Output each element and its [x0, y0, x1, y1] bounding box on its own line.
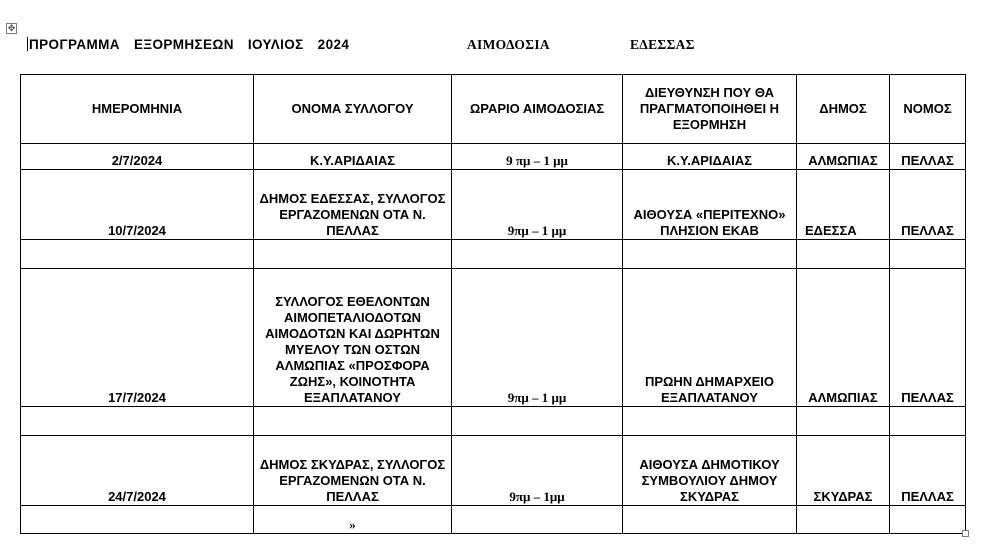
blank-row [21, 407, 966, 436]
municipality-cell: ΑΛΜΩΠΙΑΣ [797, 269, 890, 407]
address-cell: ΠΡΩΗΝ ΔΗΜΑΡΧΕΙΟ ΕΞΑΠΛΑΤΑΝΟΥ [623, 269, 797, 407]
date-cell: 2/7/2024 [21, 144, 254, 170]
document-title: ΠΡΟΓΡΑΜΜΑ ΕΞΟΡΜΗΣΕΩΝ ΙΟΥΛΙΟΣ 2024 [29, 37, 350, 52]
hours-cell: 9πμ – 1 μμ [452, 269, 623, 407]
address-cell: ΑΙΘΟΥΣΑ ΔΗΜΟΤΙΚΟΥ ΣΥΜΒΟΥΛΙΟΥ ΔΗΜΟΥ ΣΚΥΔΡΑΣ [623, 436, 797, 506]
table-row [21, 269, 966, 407]
association-cell: ΣΥΛΛΟΓΟΣ ΕΘΕΛΟΝΤΩΝ ΑΙΜΟΠΕΤΑΛΙΟΔΟΤΩΝ ΑΙΜΟΔΟΤΩΝ ΚΑΙ ΔΩΡΗΤΩΝ ΜΥΕΛΟΥ ΤΩΝ ΟΣΤΩΝ ΑΛΜΩΠΙΑΣ «ΠΡΟΣΦΟΡΑ ΖΩΗΣ», ΚΟΙΝΟΤΗΤΑ ΕΞΑΠΛΑΤΑΝΟΥ [254, 269, 452, 407]
table-row [21, 170, 966, 240]
header-row [21, 75, 966, 144]
city-label: ΕΔΕΣΣΑΣ [630, 37, 695, 52]
association-cell: Κ.Υ.ΑΡΙΔΑΙΑΣ [254, 144, 452, 170]
table-resize-handle[interactable] [962, 530, 969, 537]
hours-cell: 9 πμ – 1 μμ [452, 144, 623, 170]
column-header-prefecture: ΝΟΜΟΣ [890, 75, 966, 144]
column-header-date: ΗΜΕΡΟΜΗΝΙΑ [21, 75, 254, 144]
hours-cell: 9πμ – 1μμ [452, 436, 623, 506]
date-cell: 10/7/2024 [21, 170, 254, 240]
prefecture-cell: ΠΕΛΛΑΣ [890, 144, 966, 170]
schedule-table [20, 74, 966, 534]
date-cell: 24/7/2024 [21, 436, 254, 506]
hours-cell: 9πμ – 1 μμ [452, 170, 623, 240]
table-row [21, 144, 966, 170]
address-cell: Κ.Υ.ΑΡΙΔΑΙΑΣ [623, 144, 797, 170]
municipality-cell: ΣΚΥΔΡΑΣ [797, 436, 890, 506]
column-header-municipality: ΔΗΜΟΣ [797, 75, 890, 144]
association-cell: ΔΗΜΟΣ ΣΚΥΔΡΑΣ, ΣΥΛΛΟΓΟΣ ΕΡΓΑΖΟΜΕΝΩΝ ΟΤΑ Ν. ΠΕΛΛΑΣ [254, 436, 452, 506]
address-cell: ΑΙΘΟΥΣΑ «ΠΕΡΙΤΕΧΝΟ» ΠΛΗΣΙΟΝ ΕΚΑΒ [623, 170, 797, 240]
municipality-cell: ΕΔΕΣΣΑ [797, 170, 890, 240]
table-move-handle-icon[interactable]: ✥ [7, 23, 16, 33]
prefecture-cell: ΠΕΛΛΑΣ [890, 436, 966, 506]
prefecture-cell: ΠΕΛΛΑΣ [890, 170, 966, 240]
prefecture-cell: ΠΕΛΛΑΣ [890, 269, 966, 407]
blood-drive-label: ΑΙΜΟΔΟΣΙΑ [467, 37, 550, 52]
text-cursor [27, 37, 28, 51]
blank-row [21, 506, 966, 534]
date-cell: 17/7/2024 [21, 269, 254, 407]
municipality-cell: ΑΛΜΩΠΙΑΣ [797, 144, 890, 170]
column-header-address: ΔΙΕΥΘΥΝΣΗ ΠΟΥ ΘΑ ΠΡΑΓΜΑΤΟΠΟΙΗΘΕΙ Η ΕΞΟΡΜΗΣΗ [623, 75, 797, 144]
association-cell: ΔΗΜΟΣ ΕΔΕΣΣΑΣ, ΣΥΛΛΟΓΟΣ ΕΡΓΑΖΟΜΕΝΩΝ ΟΤΑ Ν. ΠΕΛΛΑΣ [254, 170, 452, 240]
table-row [21, 436, 966, 506]
blank-row [21, 240, 966, 269]
column-header-association: ΟΝΟΜΑ ΣΥΛΛΟΓΟΥ [254, 75, 452, 144]
ditto-mark: » [254, 506, 452, 534]
column-header-hours: ΩΡΑΡΙΟ ΑΙΜΟΔΟΣΙΑΣ [452, 75, 623, 144]
